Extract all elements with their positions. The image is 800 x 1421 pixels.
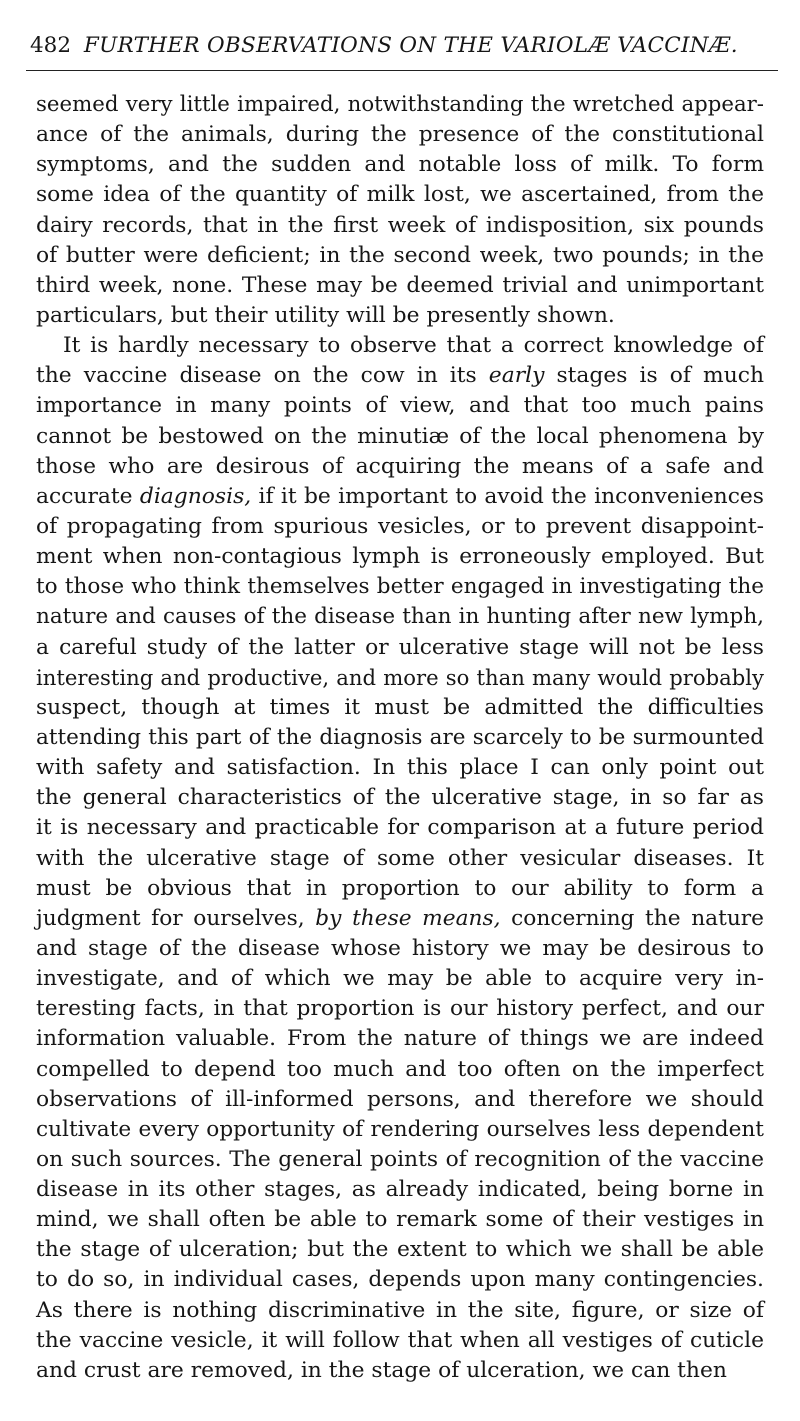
italic-text: by these means, [315, 905, 501, 931]
text-line [36, 1235, 764, 1265]
text-line [36, 964, 764, 994]
text-segment: on such sources. The general points of recognition of the vaccine [36, 1146, 764, 1172]
text-line [36, 482, 764, 512]
text-line [36, 150, 764, 180]
text-segment: attending this part of the diagnosis are scarcely to be surmounted [36, 724, 764, 750]
italic-text: early [488, 363, 545, 389]
text-line [36, 452, 764, 482]
text-segment: judgment for ourselves, [36, 905, 316, 931]
text-segment: the vaccine vesicle, it will follow that when all vestiges of cuticle [36, 1327, 764, 1353]
text-segment: information valuable. From the nature of things we are indeed [36, 1026, 764, 1052]
text-segment: stages is of much [544, 363, 764, 389]
text-line [36, 211, 764, 241]
italic-text: diagnosis, [139, 483, 252, 509]
text-segment: nature and causes of the disease than in hunting after new lymph, [36, 604, 764, 630]
text-segment: disease in its other stages, as already indicated, being borne in [36, 1177, 764, 1203]
text-segment: a careful study of the latter or ulcerative stage will not be less [36, 634, 764, 660]
text-line [36, 301, 764, 331]
text-segment: with the ulcerative stage of some other vesicular diseases. It [36, 845, 764, 871]
text-segment: must be obvious that in proportion to our ability to form a [36, 875, 764, 901]
running-title: FURTHER OBSERVATIONS ON THE VARIOLÆ VACCINÆ. [83, 33, 738, 58]
text-line [36, 1265, 764, 1295]
text-line [36, 1085, 764, 1115]
text-segment: seemed very little impaired, notwithstanding the wretched appear- [36, 92, 764, 117]
text-segment: of propagating from spurious vesicles, or to prevent disappoint- [36, 513, 764, 539]
text-line [36, 934, 764, 964]
text-segment: and stage of the disease whose history we may be desirous to [36, 935, 764, 961]
text-line [36, 663, 764, 693]
text-line [36, 422, 764, 452]
text-line [36, 361, 764, 391]
text-segment: teresting facts, in that proportion is our history perfect, and our [36, 996, 764, 1022]
text-line [36, 120, 764, 150]
text-segment: the vaccine disease on the cow in its [36, 363, 489, 389]
text-segment: cultivate every opportunity of rendering ourselves less dependent [36, 1116, 764, 1142]
text-segment: observations of ill-informed persons, and therefore we should [36, 1086, 764, 1112]
text-line [36, 602, 764, 632]
text-line [36, 1145, 764, 1175]
text-line [36, 844, 764, 874]
text-segment: investigate, and of which we may be able to acquire very in- [36, 966, 764, 992]
text-line [36, 241, 764, 271]
text-segment: the general characteristics of the ulcerative stage, in so far as [36, 785, 764, 811]
text-segment: concerning the nature [500, 905, 764, 931]
page-number: 482 [30, 33, 72, 58]
text-line [36, 904, 764, 934]
text-segment: of butter were deficient; in the second week, two pounds; in the [36, 242, 764, 268]
text-segment: the stage of ulceration; but the extent to which we shall be able [36, 1237, 764, 1263]
text-line [36, 180, 764, 210]
text-line [36, 271, 764, 301]
text-segment: symptoms, and the sudden and notable loss of milk. To form [36, 152, 764, 178]
text-segment: cannot be bestowed on the minutiæ of the local phenomena by [36, 423, 764, 449]
text-segment: ance of the animals, during the presence of the constitutional [36, 122, 764, 148]
text-line [36, 331, 764, 361]
text-line [36, 572, 764, 602]
text-line [36, 874, 764, 904]
text-segment: suspect, though at times it must be admitted the difficulties [36, 694, 764, 720]
text-line [36, 1205, 764, 1235]
running-header [30, 32, 768, 60]
text-segment: to those who think themselves better engaged in investigating the [36, 574, 764, 600]
text-line [36, 542, 764, 572]
text-segment: importance in many points of view, and that too much pains [36, 393, 764, 419]
text-segment: and crust are removed, in the stage of ulceration, we can then [36, 1357, 727, 1383]
text-segment: particulars, but their utility will be presently shown. [36, 302, 615, 328]
text-line [36, 633, 764, 663]
text-line [36, 753, 764, 783]
text-segment: As there is nothing discriminative in the site, figure, or size of [36, 1297, 764, 1323]
text-line [36, 391, 764, 421]
text-line [36, 1115, 764, 1145]
body-text [36, 90, 764, 1386]
text-line [36, 90, 764, 120]
text-segment: those who are desirous of acquiring the means of a safe and [36, 453, 764, 479]
text-line [36, 1055, 764, 1085]
text-segment: ment when non-contagious lymph is erroneously employed. But [36, 544, 764, 570]
text-segment: compelled to depend too much and too often on the imperfect [36, 1056, 764, 1082]
text-segment: third week, none. These may be deemed trivial and unimportant [36, 272, 764, 298]
text-line [36, 1326, 764, 1356]
text-line [36, 693, 764, 723]
text-line [36, 813, 764, 843]
text-segment: with safety and satisfaction. In this place I can only point out [36, 755, 764, 781]
text-segment: It is hardly necessary to observe that a correct knowledge of [63, 333, 764, 359]
text-line [36, 723, 764, 753]
text-line [36, 994, 764, 1024]
text-segment: mind, we shall often be able to remark some of their vestiges in [36, 1207, 764, 1233]
text-line [36, 1175, 764, 1205]
text-line [36, 1296, 764, 1326]
paragraph [36, 90, 764, 331]
text-line [36, 1356, 764, 1386]
text-segment: some idea of the quantity of milk lost, we ascertained, from the [36, 182, 764, 208]
text-segment: interesting and productive, and more so than many would probably [36, 664, 764, 690]
text-segment: if it be important to avoid the inconveniences [251, 483, 764, 509]
header-rule [26, 70, 778, 71]
text-segment: dairy records, that in the first week of indisposition, six pounds [36, 212, 764, 238]
text-segment: to do so, in individual cases, depends upon many contingencies. [36, 1267, 764, 1293]
text-segment: it is necessary and practicable for comparison at a future period [36, 815, 764, 841]
text-line [36, 512, 764, 542]
text-line [36, 1024, 764, 1054]
text-line [36, 783, 764, 813]
paragraph [36, 331, 764, 1386]
text-segment: accurate [36, 483, 140, 509]
